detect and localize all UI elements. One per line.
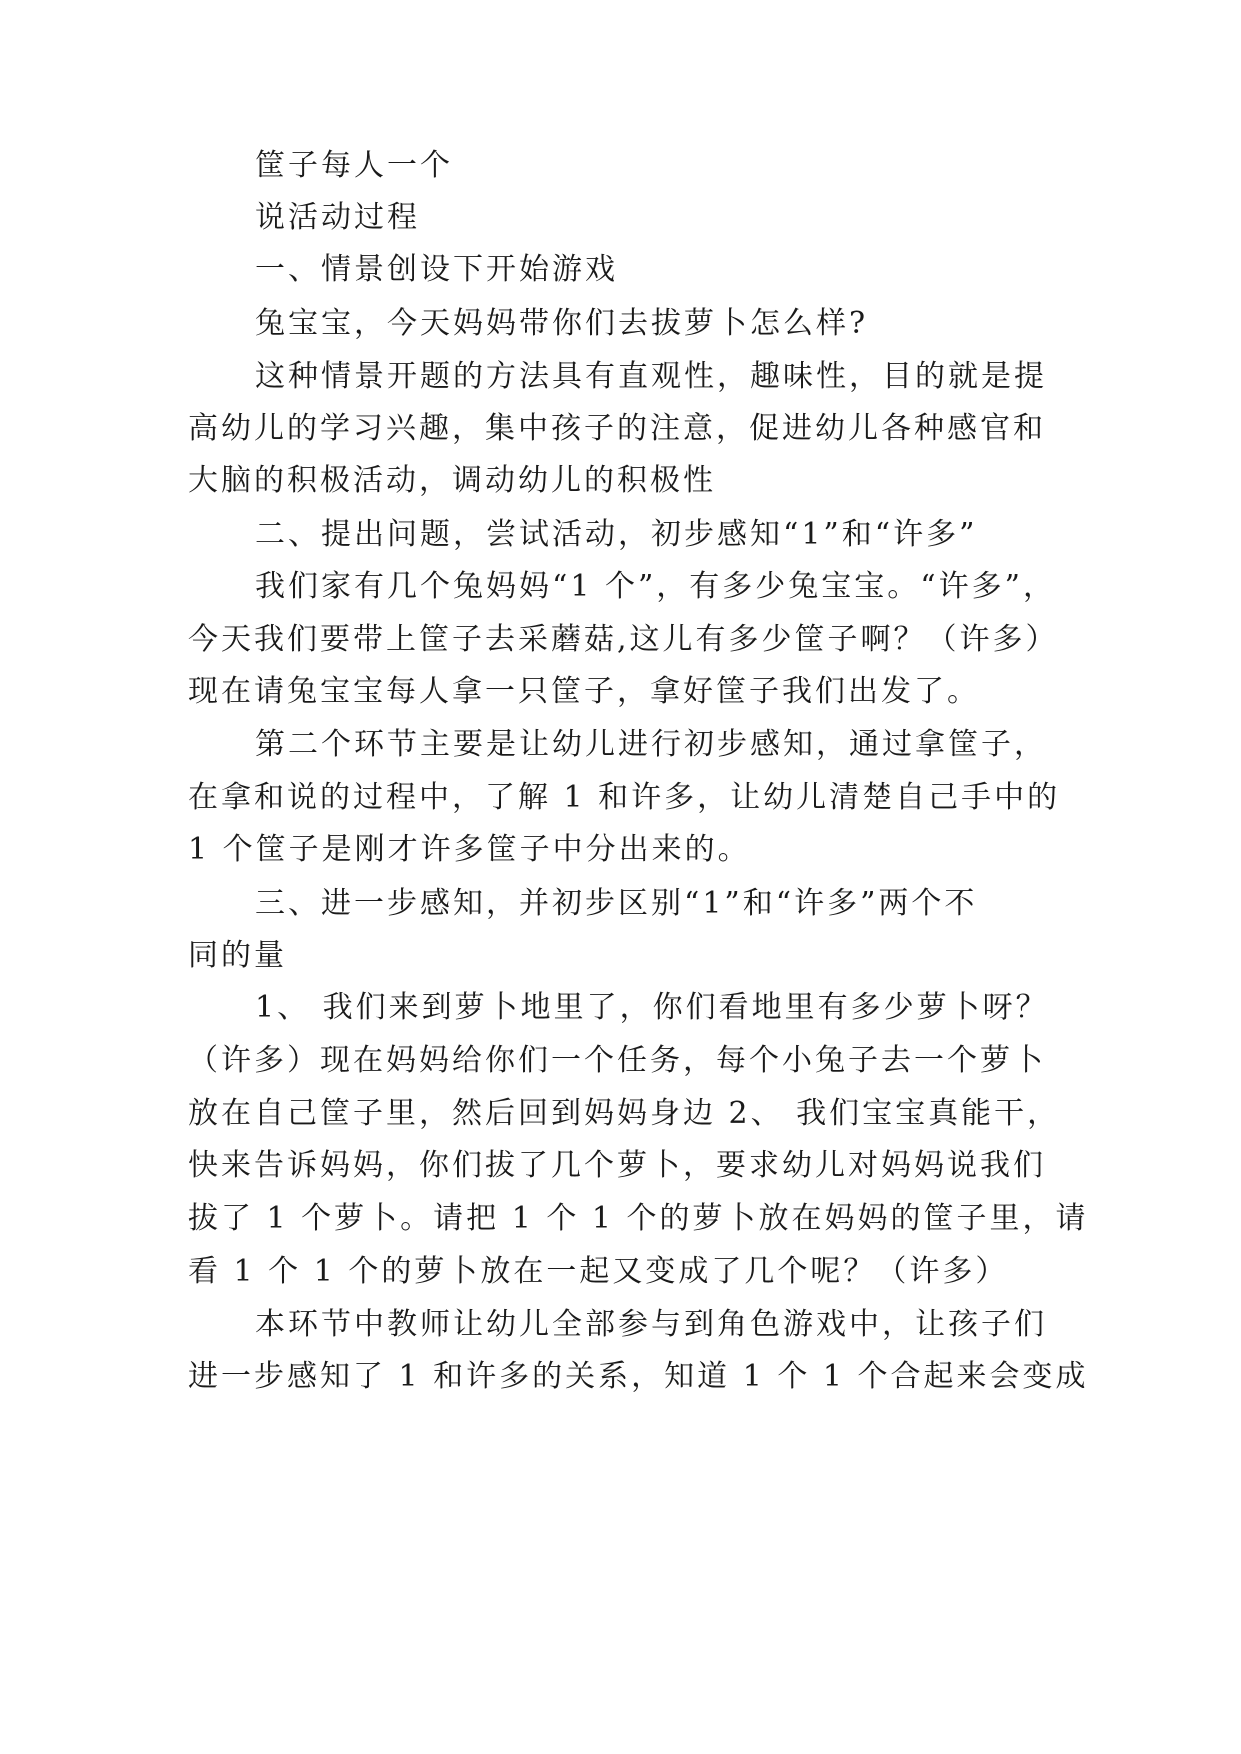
text-line: 现在请兔宝宝每人拿一只筐子，拿好筐子我们出发了。: [188, 674, 980, 709]
text-line: 拔了 1 个萝卜。请把 1 个 1 个的萝卜放在妈妈的筐子里，请: [188, 1201, 1089, 1236]
text-line: 1、 我们来到萝卜地里了，你们看地里有多少萝卜呀？: [255, 990, 1049, 1025]
text-line: 这种情景开题的方法具有直观性，趣味性，目的就是提: [255, 359, 1047, 394]
text-line: 看 1 个 1 个的萝卜放在一起又变成了几个呢？（许多）: [188, 1254, 1009, 1289]
text-line: 一、情景创设下开始游戏: [255, 252, 618, 287]
text-line: 今天我们要带上筐子去采蘑菇,这儿有多少筐子啊？（许多）: [188, 622, 1059, 657]
text-line: 进一步感知了 1 和许多的关系，知道 1 个 1 个合起来会变成: [188, 1359, 1089, 1394]
text-line: 筐子每人一个: [255, 148, 453, 183]
text-line: 兔宝宝，今天妈妈带你们去拔萝卜怎么样?: [255, 306, 869, 341]
text-line: 第二个环节主要是让幼儿进行初步感知，通过拿筐子，: [255, 727, 1047, 762]
text-line: 1 个筐子是刚才许多筐子中分出来的。: [188, 832, 751, 867]
text-line: 说活动过程: [255, 200, 420, 235]
text-line: 二、提出问题，尝试活动，初步感知“1”和“许多”: [255, 517, 978, 552]
text-line: 我们家有几个兔妈妈“1 个”，有多少兔宝宝。“许多”，: [255, 569, 1056, 604]
text-line: 放在自己筐子里，然后回到妈妈身边 2、 我们宝宝真能干，: [188, 1096, 1061, 1131]
text-line: 高幼儿的学习兴趣，集中孩子的注意，促进幼儿各种感官和: [188, 411, 1046, 446]
text-line: 大脑的积极活动，调动幼儿的积极性: [188, 463, 716, 498]
text-line: （许多）现在妈妈给你们一个任务，每个小兔子去一个萝卜: [188, 1043, 1046, 1078]
text-line: 在拿和说的过程中，了解 1 和许多，让幼儿清楚自己手中的: [188, 780, 1061, 815]
text-line: 三、进一步感知，并初步区别“1”和“许多”两个不: [255, 886, 978, 921]
text-line: 快来告诉妈妈，你们拔了几个萝卜，要求幼儿对妈妈说我们: [188, 1148, 1046, 1183]
text-line: 本环节中教师让幼儿全部参与到角色游戏中，让孩子们: [255, 1307, 1047, 1342]
text-line: 同的量: [188, 938, 287, 973]
